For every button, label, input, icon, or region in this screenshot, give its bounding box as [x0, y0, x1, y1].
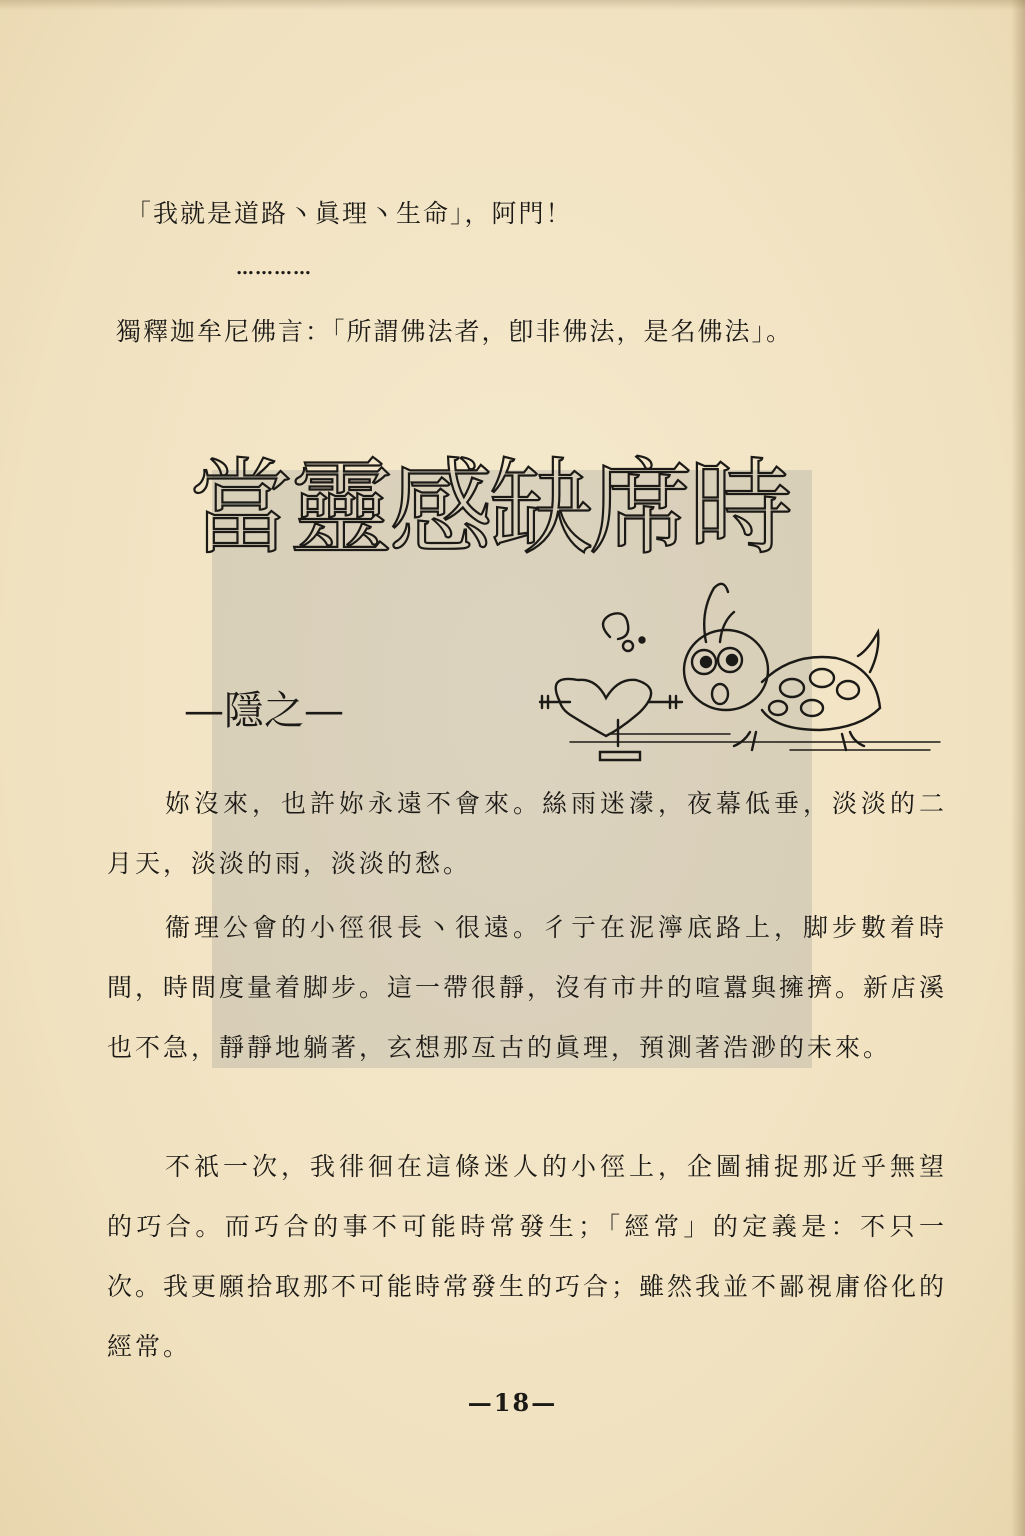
quote-line: 「我就是道路丶眞理丶生命」，阿門！ [126, 199, 573, 228]
turtle-doodle-icon [530, 582, 950, 772]
author-signature [180, 680, 420, 740]
author-text: —隱之— [184, 688, 344, 734]
title-text: 當靈感缺席時 [189, 447, 790, 569]
page-edge-shadow [1011, 0, 1025, 1536]
page-top-shadow [0, 0, 1025, 10]
paragraph-1: 妳沒來，也許妳永遠不會來。絲雨迷濛，夜幕低垂，淡淡的二月天，淡淡的雨，淡淡的愁。 [107, 789, 947, 878]
handwritten-title [185, 432, 825, 582]
page-number: —18— [467, 1388, 558, 1417]
paragraph-3: 不祇一次，我徘徊在這條迷人的小徑上，企圖捕捉那近乎無望的巧合。而巧合的事不可能時常發生；「經常」的定義是：不只一次。我更願拾取那不可能時常發生的巧合；雖然我並不鄙視庸俗化的經常。 [107, 1152, 948, 1361]
paragraph-2: 衞理公會的小徑很長丶很遠。彳亍在泥濘底路上，脚步數着時間，時間度量着脚步。這一帶很靜，沒有市井的喧囂與擁擠。新店溪也不急，靜靜地躺著，玄想那亙古的眞理，預測著浩渺的未來。 [107, 913, 948, 1062]
buddha-quote-line: 獨釋迦牟尼佛言：「所謂佛法者，卽非佛法，是名佛法」。 [116, 317, 794, 346]
ellipsis-line: ………… [236, 258, 312, 279]
